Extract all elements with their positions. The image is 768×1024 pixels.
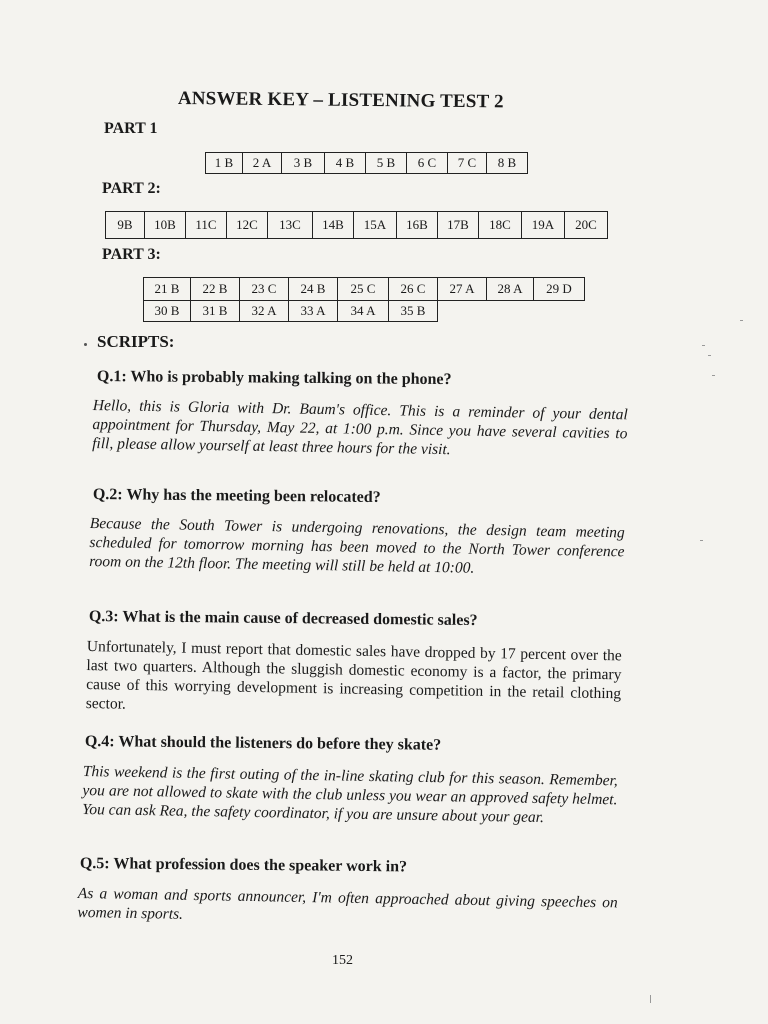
answer-cell: 30 B <box>144 301 191 321</box>
scan-speck <box>650 995 651 1003</box>
question-3: Q.3: What is the main cause of decreased domestic sales? <box>88 608 478 630</box>
part2-label: PART 2: <box>102 180 161 197</box>
answer-cell: 19A <box>522 212 565 238</box>
answer-cell: 25 C <box>338 278 389 300</box>
question-1: Q.1: Who is probably making talking on the phone? <box>96 368 452 389</box>
answer-cell: 35 B <box>400 303 426 318</box>
answer-cell: 16B <box>397 212 438 238</box>
part3-answer-table-row1 <box>143 277 585 301</box>
answer-cell: 9B <box>106 212 145 238</box>
answer-cell: 20C <box>575 217 597 232</box>
scripts-heading: SCRIPTS: <box>97 332 175 351</box>
part3-answer-table-row2 <box>143 301 438 322</box>
answer-cell: 13C <box>268 212 313 238</box>
answer-cell: 34 A <box>338 301 389 321</box>
answer-cell: 3 B <box>282 153 325 173</box>
answer-cell: 15A <box>354 212 397 238</box>
answer-cell: 2 A <box>243 153 282 173</box>
part3-label: PART 3: <box>102 246 161 263</box>
scan-speck <box>700 540 703 541</box>
script-1: Hello, this is Gloria with Dr. Baum's office. This is a reminder of your dental appointment for Thursday, May 22, at 1:00 p.m. Since you have several cavities to fill, please allow yourself at least three hours for the visit. <box>92 396 628 459</box>
answer-cell: 8 B <box>497 155 517 170</box>
answer-cell: 26 C <box>389 278 438 300</box>
page-number: 152 <box>332 953 353 968</box>
scan-speck <box>712 375 715 376</box>
answer-cell: 12C <box>227 212 268 238</box>
answer-cell: 24 B <box>289 278 338 300</box>
answer-cell: 10B <box>145 212 186 238</box>
part2-answer-table <box>105 211 608 239</box>
scan-speck <box>740 320 743 321</box>
answer-cell: 31 B <box>191 301 240 321</box>
answer-cell: 22 B <box>191 278 240 300</box>
question-4: Q.4: What should the listeners do before they skate? <box>84 733 442 754</box>
part1-answer-table <box>205 152 528 174</box>
scan-speck <box>702 345 705 346</box>
script-4: This weekend is the first outing of the in-line skating club for this season. Remember, you are not allowed to skate with the club unless you wear an approved safety helmet. You can ask Rea, the safety coordinator, if you are unsure about your gear. <box>82 762 618 827</box>
answer-cell: 4 B <box>325 153 366 173</box>
answer-cell: 6 C <box>407 153 448 173</box>
page-title: ANSWER KEY – LISTENING TEST 2 <box>177 88 504 113</box>
answer-cell: 5 B <box>366 153 407 173</box>
scan-speck <box>708 355 711 356</box>
script-3: Unfortunately, I must report that domestic sales have dropped by 17 percent over the last two quarters. Although the sluggish domestic economy is a factor, the primary cause of this worrying development is increasing competition in the retail clothing sector. <box>85 637 622 713</box>
scan-speck <box>84 343 87 346</box>
answer-cell: 23 C <box>240 278 289 300</box>
answer-cell: 18C <box>479 212 522 238</box>
question-2: Q.2: Why has the meeting been relocated? <box>92 486 381 507</box>
answer-cell: 7 C <box>448 153 487 173</box>
answer-cell: 29 D <box>546 281 572 296</box>
answer-cell: 28 A <box>487 278 534 300</box>
script-2: Because the South Tower is undergoing renovations, the design team meeting scheduled for tomorrow morning has been moved to the North Tower conference room on the 12th floor. The meeting will still be held at 10:00. <box>89 514 625 577</box>
answer-cell: 11C <box>186 212 227 238</box>
script-5: As a woman and sports announcer, I'm often approached about giving speeches on women in sports. <box>77 884 618 923</box>
part1-label: PART 1 <box>104 120 158 137</box>
answer-cell: 27 A <box>438 278 487 300</box>
answer-cell: 21 B <box>144 278 191 300</box>
answer-cell: 32 A <box>240 301 289 321</box>
answer-cell: 33 A <box>289 301 338 321</box>
answer-cell: 17B <box>438 212 479 238</box>
answer-cell: 14B <box>313 212 354 238</box>
question-5: Q.5: What profession does the speaker work in? <box>79 855 408 876</box>
answer-cell: 1 B <box>206 153 243 173</box>
